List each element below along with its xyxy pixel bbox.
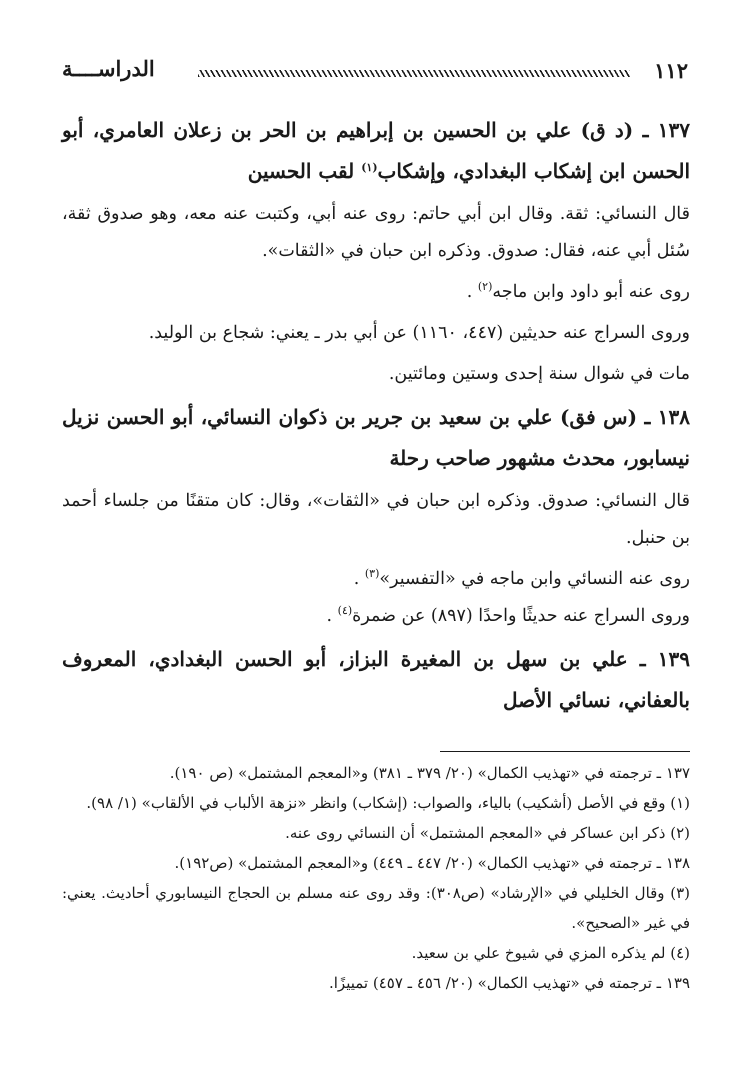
entry-heading-text: ١٣٧ ـ (د ق) علي بن الحسين بن إبراهيم بن الحر بن زعلان العامري، أبو الحسن ابن إشكاب البغدادي، وإشكاب xyxy=(62,118,690,183)
entry-heading-tail: لقب الحسين xyxy=(247,159,362,183)
footnote-ref: (١) xyxy=(361,161,378,174)
entry-138-para-2 xyxy=(62,561,690,598)
footnote-2: (٢) ذكر ابن عساكر في «المعجم المشتمل» أن النسائي روى عنه. xyxy=(285,824,690,842)
running-title: الدراســــة xyxy=(62,56,155,81)
para-text: وروى السراج عنه حديثًا واحدًا (٨٩٧) عن ضمرة xyxy=(352,606,690,626)
page-number: ١١٢ xyxy=(654,58,688,83)
entry-138-para-3 xyxy=(62,598,690,635)
para-text: روى عنه النسائي وابن ماجه في «التفسير» xyxy=(379,569,690,589)
footnote-3: (٣) وقال الخليلي في «الإرشاد» (ص٣٠٨): وقد روى عنه مسلم بن الحجاج النيسابوري أحاديث. يعني: في غير «الصحيح». xyxy=(62,884,690,932)
para-text: روى عنه أبو داود وابن ماجه xyxy=(492,282,690,302)
footnote-separator xyxy=(440,751,690,752)
footnote-ref: (٢) xyxy=(477,280,493,293)
footnote-ref: (٤) xyxy=(337,604,353,617)
footnote-4: (٤) لم يذكره المزي في شيوخ علي بن سعيد. xyxy=(411,944,690,962)
footnotes xyxy=(62,758,690,998)
entry-138-para-1: قال النسائي: صدوق. وذكره ابن حبان في «الثقات»، وقال: كان متقنًا من جلساء أحمد بن حنبل. xyxy=(62,491,690,548)
footnote-ref: (٣) xyxy=(364,567,380,580)
entry-heading-137 xyxy=(62,110,690,192)
entry-heading-139: ١٣٩ ـ علي بن سهل بن المغيرة البزاز، أبو الحسن البغدادي، المعروف بالعفاني، نسائي الأصل xyxy=(62,647,690,712)
header-ornamental-rule xyxy=(198,70,630,77)
footnote-139: ١٣٩ ـ ترجمته في «تهذيب الكمال» (٢٠/ ٤٥٦ ـ ٤٥٧) تمييزًا. xyxy=(328,974,690,992)
entry-137-para-1: قال النسائي: ثقة. وقال ابن أبي حاتم: روى عنه أبي، وكتبت عنه معه، وهو صدوق ثقة، سُئل أبي عنه، فقال: صدوق. وذكره ابن حبان في «الثقات». xyxy=(62,204,690,261)
para-tail: . xyxy=(466,282,478,302)
page-header xyxy=(62,56,690,90)
para-tail: . xyxy=(353,569,365,589)
para-tail: . xyxy=(326,606,338,626)
footnote-137: ١٣٧ ـ ترجمته في «تهذيب الكمال» (٢٠/ ٣٧٩ ـ ٣٨١) و«المعجم المشتمل» (ص ١٩٠). xyxy=(169,764,690,782)
footnote-1: (١) وقع في الأصل (أشكيب) بالياء، والصواب: (إشكاب) وانظر «نزهة الألباب في الألقاب» (١/ ٩٨). xyxy=(86,794,690,812)
entry-137-para-4: مات في شوال سنة إحدى وستين ومائتين. xyxy=(388,364,690,384)
entry-heading-138: ١٣٨ ـ (س فق) علي بن سعيد بن جرير بن ذكوان النسائي، أبو الحسن نزيل نيسابور، محدث مشهور صاحب رحلة xyxy=(62,405,690,470)
entry-137-para-3: وروى السراج عنه حديثين (٤٤٧، ١١٦٠) عن أبي بدر ـ يعني: شجاع بن الوليد. xyxy=(148,323,690,343)
entry-137-para-2 xyxy=(62,274,690,311)
book-page xyxy=(62,56,690,998)
footnote-138: ١٣٨ ـ ترجمته في «تهذيب الكمال» (٢٠/ ٤٤٧ ـ ٤٤٩) و«المعجم المشتمل» (ص١٩٢). xyxy=(174,854,690,872)
